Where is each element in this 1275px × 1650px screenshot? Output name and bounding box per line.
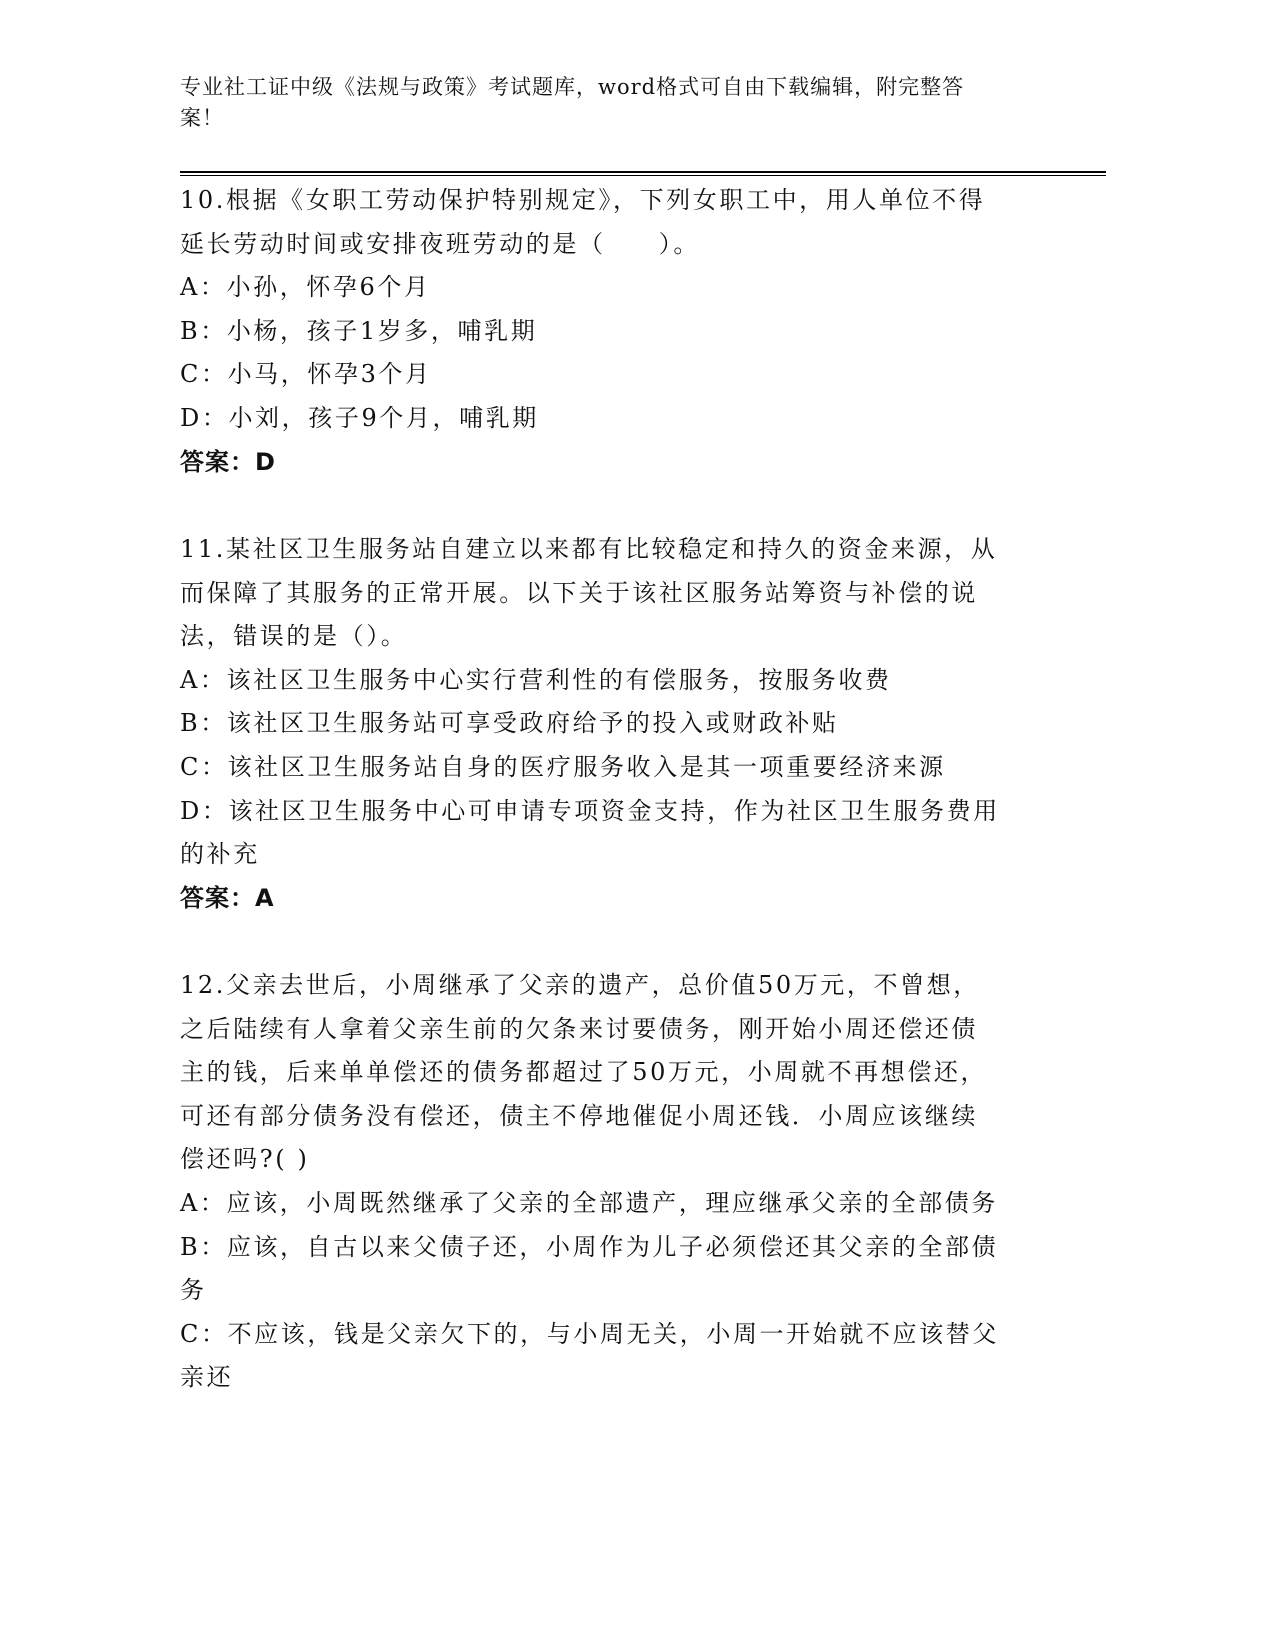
question-stem: 10.根据《女职工劳动保护特别规定》，下列女职工中，用人单位不得 <box>180 186 986 214</box>
header-line: 案！ <box>180 106 224 130</box>
question-stem: 可还有部分债务没有偿还，债主不停地催促小周还钱．小周应该继续 <box>180 1101 978 1130</box>
question-stem: 12.父亲去世后，小周继承了父亲的遗产，总价值50万元，不曾想， <box>180 971 980 999</box>
answer: 答案：A <box>180 883 275 912</box>
question-12 <box>180 964 999 1400</box>
question-11 <box>180 528 1000 920</box>
header-divider <box>180 171 1106 173</box>
option-a: A：应该，小周既然继承了父亲的全部遗产，理应继承父亲的全部债务 <box>180 1188 998 1217</box>
option-a: A：小孙，怀孕6个月 <box>180 273 431 302</box>
option-a: A：该社区卫生服务中心实行营利性的有偿服务，按服务收费 <box>180 665 892 694</box>
header-divider <box>180 175 1106 176</box>
question-stem: 偿还吗?( ) <box>180 1145 310 1174</box>
document-header <box>180 72 1040 134</box>
option-c: C：不应该，钱是父亲欠下的，与小周无关，小周一开始就不应该替父 <box>180 1319 999 1348</box>
option-c: C：该社区卫生服务站自身的医疗服务收入是其一项重要经济来源 <box>180 752 946 781</box>
option-d: D：小刘，孩子9个月，哺乳期 <box>180 403 539 432</box>
question-stem: 而保障了其服务的正常开展。以下关于该社区服务站筹资与补偿的说 <box>180 578 978 607</box>
answer: 答案：D <box>180 447 276 476</box>
question-stem: 延长劳动时间或安排夜班劳动的是（ ）。 <box>180 229 700 258</box>
option-d-cont: 的补充 <box>180 840 260 869</box>
option-b: B：应该，自古以来父债子还，小周作为儿子必须偿还其父亲的全部债 <box>180 1232 999 1261</box>
header-line: 专业社工证中级《法规与政策》考试题库，word格式可自由下载编辑，附完整答 <box>180 75 965 99</box>
question-stem: 11.某社区卫生服务站自建立以来都有比较稳定和持久的资金来源，从 <box>180 535 998 563</box>
option-b: B：该社区卫生服务站可享受政府给予的投入或财政补贴 <box>180 709 839 738</box>
option-c-cont: 亲还 <box>180 1363 234 1392</box>
option-d: D：该社区卫生服务中心可申请专项资金支持，作为社区卫生服务费用 <box>180 796 1000 825</box>
question-stem: 之后陆续有人拿着父亲生前的欠条来讨要债务，刚开始小周还偿还债 <box>180 1014 978 1043</box>
option-b: B：小杨，孩子1岁多，哺乳期 <box>180 316 538 345</box>
question-stem: 主的钱，后来单单偿还的债务都超过了50万元，小周就不再想偿还， <box>180 1058 988 1087</box>
question-10 <box>180 179 985 484</box>
question-stem: 法，错误的是（）。 <box>180 622 408 651</box>
option-c: C：小马，怀孕3个月 <box>180 360 432 389</box>
option-b-cont: 务 <box>180 1276 207 1305</box>
